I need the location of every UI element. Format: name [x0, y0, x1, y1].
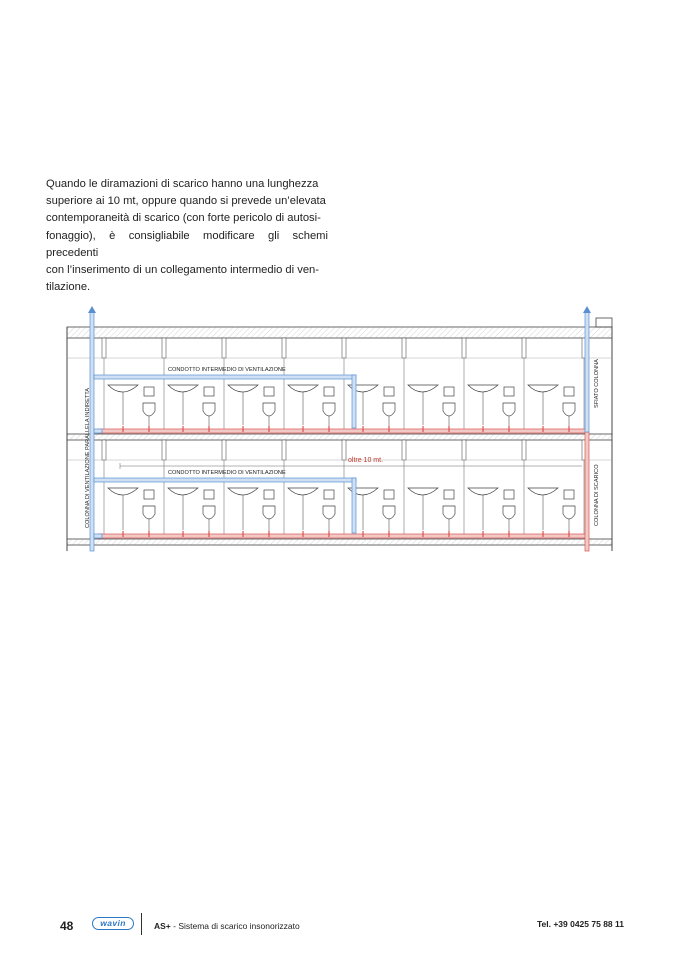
vent-column-label: COLONNA DI VENTILAZIONE PARALLELA INDIRETTA	[85, 388, 91, 528]
wc-tank-icon	[444, 490, 454, 499]
wc-bowl-icon	[503, 506, 515, 519]
wc-tank-icon	[504, 490, 514, 499]
wc-tank-icon	[384, 387, 394, 396]
washbasin-icon	[228, 488, 258, 495]
washbasin-icon	[468, 488, 498, 495]
wc-bowl-icon	[443, 403, 455, 416]
vent-link-lower	[94, 534, 102, 538]
distance-label: oltre 10 mt.	[348, 457, 384, 464]
product-title	[154, 921, 300, 931]
wc-tank-icon	[384, 490, 394, 499]
wc-bowl-icon	[263, 506, 275, 519]
wc-tank-icon	[324, 490, 334, 499]
wc-tank-icon	[144, 387, 154, 396]
washbasin-icon	[468, 385, 498, 392]
drain-branch-upper	[98, 429, 586, 433]
vent-link-upper	[94, 429, 102, 433]
wall-segment	[102, 440, 106, 460]
wc-bowl-icon	[323, 403, 335, 416]
washbasin-icon	[528, 488, 558, 495]
wall-segment	[462, 338, 466, 358]
wall-segment	[522, 440, 526, 460]
wc-tank-icon	[204, 490, 214, 499]
intro-line: con l’inserimento di un collegamento intermedio di ven-	[46, 264, 319, 277]
washbasin-icon	[108, 488, 138, 495]
wall-segment	[522, 338, 526, 358]
wc-tank-icon	[264, 387, 274, 396]
drain-branch-lower	[98, 534, 586, 538]
wc-bowl-icon	[263, 403, 275, 416]
washbasin-icon	[168, 385, 198, 392]
washbasin-icon	[408, 385, 438, 392]
page-footer	[0, 912, 678, 942]
intro-line: tilazione.	[46, 281, 91, 294]
vent-stack-arrow-icon	[583, 306, 591, 313]
drain-stack-label: COLONNA DI SCARICO	[594, 464, 600, 526]
footer-divider	[141, 913, 142, 935]
wall-segment	[162, 338, 166, 358]
wc-tank-icon	[144, 490, 154, 499]
wc-tank-icon	[324, 387, 334, 396]
wc-bowl-icon	[563, 403, 575, 416]
wc-tank-icon	[204, 387, 214, 396]
phone-number: Tel. +39 0425 75 88 11	[536, 919, 624, 929]
wall-segment	[402, 338, 406, 358]
vent-stack-label: SFIATO COLONNA	[594, 359, 600, 408]
wall-segment	[222, 338, 226, 358]
intermediate-vent-label-top: CONDOTTO INTERMEDIO DI VENTILAZIONE	[168, 367, 286, 373]
wc-bowl-icon	[563, 506, 575, 519]
intermediate-vent-label-bottom: CONDOTTO INTERMEDIO DI VENTILAZIONE	[168, 470, 286, 476]
wall-segment	[282, 440, 286, 460]
drain-stack	[585, 432, 589, 551]
wc-bowl-icon	[203, 506, 215, 519]
intro-line: superiore ai 10 mt, oppure quando si prevede un’elevata	[46, 195, 326, 208]
wc-bowl-icon	[443, 506, 455, 519]
wall-segment	[282, 338, 286, 358]
wc-bowl-icon	[323, 506, 335, 519]
intro-line: fonaggio), è consigliabile modificare gli schemi precedenti	[46, 229, 328, 259]
wc-tank-icon	[564, 490, 574, 499]
product-name: AS+	[154, 921, 171, 931]
building-structure	[67, 318, 612, 551]
wc-bowl-icon	[143, 403, 155, 416]
intermediate-vent-duct	[94, 375, 356, 379]
wc-bowl-icon	[383, 403, 395, 416]
wall-segment	[402, 440, 406, 460]
vent-stack	[585, 311, 589, 432]
washbasin-icon	[528, 385, 558, 392]
wc-tank-icon	[504, 387, 514, 396]
wc-bowl-icon	[143, 506, 155, 519]
wall-segment	[222, 440, 226, 460]
wavin-logo: wavin	[92, 917, 134, 930]
intermediate-vent-drop	[352, 478, 356, 533]
washbasin-icon	[228, 385, 258, 392]
washbasin-icon	[288, 385, 318, 392]
washbasin-icon	[408, 488, 438, 495]
washbasin-icon	[108, 385, 138, 392]
intermediate-vent-duct	[94, 478, 356, 482]
wall-segment	[342, 338, 346, 358]
wc-tank-icon	[444, 387, 454, 396]
wc-tank-icon	[564, 387, 574, 396]
wall-segment	[462, 440, 466, 460]
washbasin-icon	[288, 488, 318, 495]
wc-bowl-icon	[383, 506, 395, 519]
wc-tank-icon	[264, 490, 274, 499]
washbasin-icon	[168, 488, 198, 495]
vent-column-arrow-icon	[88, 306, 96, 313]
wc-bowl-icon	[503, 403, 515, 416]
wall-segment	[342, 440, 346, 460]
wc-bowl-icon	[203, 403, 215, 416]
wall-segment	[102, 338, 106, 358]
page-number: 48	[60, 919, 74, 933]
intro-line: contemporaneità di scarico (con forte pericolo di autosi-	[46, 212, 321, 225]
product-description: - Sistema di scarico insonorizzato	[170, 921, 300, 931]
wall-segment	[162, 440, 166, 460]
intro-line: Quando le diramazioni di scarico hanno una lunghezza	[46, 178, 319, 190]
intermediate-vent-drop	[352, 375, 356, 428]
